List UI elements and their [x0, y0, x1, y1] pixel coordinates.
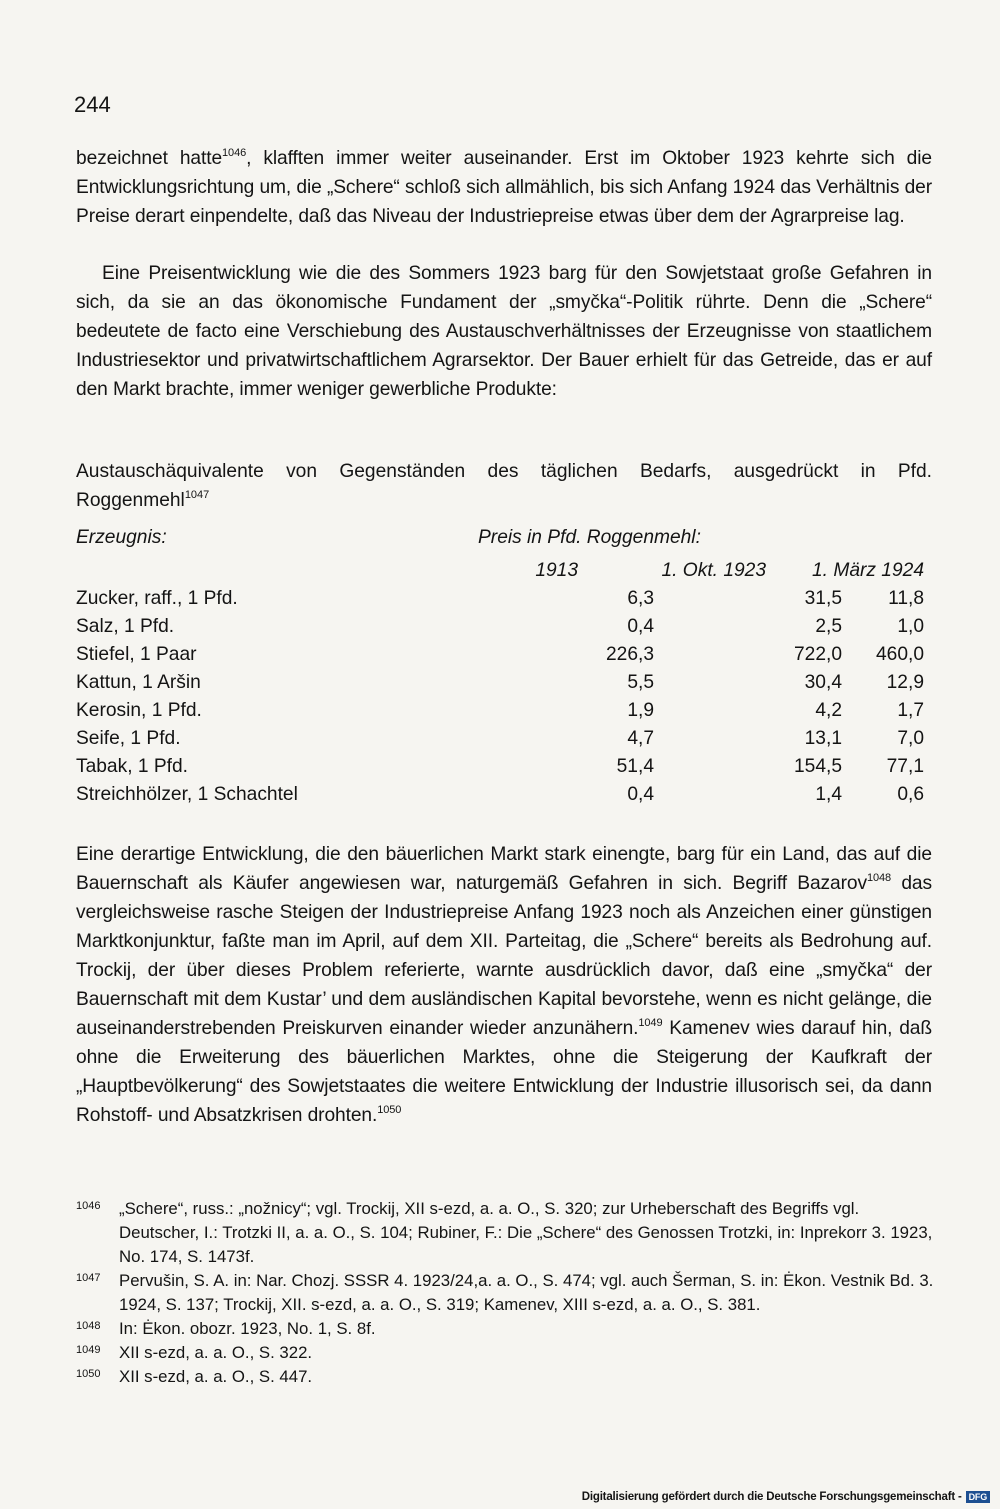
footnote-1048	[76, 1317, 936, 1341]
column-header-item: Erzeugnis:	[76, 527, 167, 548]
footnote-ref-1048[interactable]: 1048	[866, 872, 892, 884]
table-row	[76, 753, 924, 781]
paragraph-1: bezeichnet hatte$^{1046}$, klafften immer weiter auseinander. Erst im Oktober 1923 kehrte sich die Entwicklungsrichtung um, die „Schere“ schloß sich allmählich, bis sich Anfang 1924 das Verhältnis der Preise derart einpendelte, daß das Niveau der Industriepreise etwas über dem der Agrarpreise lag.	[76, 147, 932, 227]
paragraph-2: Eine Preisentwicklung wie die des Sommers 1923 barg für den Sowjetstaat große Gefahren in sich, da sie an das ökonomische Fundament der „smyčka“-Politik rührte. Denn die „Schere“ bedeutete de facto eine Verschiebung des Austauschverhältnisses der Erzeugnisse von staatlichem Industriesektor und privatwirtschaftlichem Agrarsektor. Der Bauer erhielt für das Getreide, das er auf den Markt brachte, immer weniger gewerbliche Produkte:	[76, 263, 932, 400]
footnote-number: 1046	[76, 1200, 101, 1212]
item-name: Zucker, raff., 1 Pfd.	[76, 588, 238, 609]
footnote-text: Pervušin, S. A. in: Nar. Chozj. SSSR 4. 1923/24,a. a. O., S. 474; vgl. auch Šerman, S. in: Ėkon. Vestnik Bd. 3. 1924, S. 137; Trockij, XII. s-ezd, a. a. O., S. 319; Kamenev, XIII s-ezd, a. a. O., S. 381.	[119, 1271, 934, 1314]
value-1913: 226,3	[605, 644, 654, 665]
item-name: Kerosin, 1 Pfd.	[76, 700, 202, 721]
value-maerz-1924: 77,1	[886, 756, 924, 777]
table-row	[76, 781, 924, 809]
table-caption: Austauschäquivalente von Gegenständen des täglichen Bedarfs, ausgedrückt in Pfd. Roggenmehl$^{1047}$	[76, 461, 932, 511]
value-1913: 51,4	[616, 756, 654, 777]
footnote-1049	[76, 1341, 936, 1365]
footnote-text: In: Ėkon. obozr. 1923, No. 1, S. 8f.	[119, 1319, 376, 1338]
item-name: Salz, 1 Pfd.	[76, 616, 175, 637]
footnote-text: „Schere“, russ.: „nožnicy“; vgl. Trockij, XII s-ezd, a. a. O., S. 320; zur Urheberschaft des Begriffs vgl. Deutscher, I.: Trotzki II, a. a. O., S. 104; Rubiner, F.: Die „Schere“ des Genossen Trotzki, in: Inprekorr 3. 1923, No. 174, S. 1473f.	[119, 1199, 933, 1266]
column-group-header: Preis in Pfd. Roggenmehl:	[478, 527, 701, 548]
footnote-1047	[76, 1269, 936, 1317]
column-header-maerz-1924: 1. März 1924	[812, 560, 924, 581]
footnote-number: 1047	[76, 1272, 101, 1284]
table-row	[76, 669, 924, 697]
footer-text: Digitalisierung gefördert durch die Deutsche Forschungsgemeinschaft -	[581, 1491, 962, 1503]
item-name: Streichhölzer, 1 Schachtel	[76, 784, 298, 805]
value-1913: 1,9	[627, 700, 654, 721]
value-maerz-1924: 11,8	[888, 588, 924, 609]
footnotes	[76, 1197, 936, 1389]
footnote-1046	[76, 1197, 936, 1269]
footnote-ref-1049[interactable]: 1049	[638, 1017, 663, 1029]
item-name: Tabak, 1 Pfd.	[76, 756, 188, 777]
footnote-number: 1050	[76, 1368, 101, 1380]
value-1913: 5,5	[627, 672, 654, 693]
value-okt-1923: 31,5	[804, 588, 842, 609]
digitization-footer	[582, 1491, 990, 1503]
footnote-ref-1050[interactable]: 1050	[377, 1104, 402, 1116]
price-table	[76, 585, 924, 809]
value-okt-1923: 154,5	[793, 756, 842, 777]
value-1913: 0,4	[627, 784, 654, 805]
table-row	[76, 641, 924, 669]
table-row	[76, 697, 924, 725]
value-okt-1923: 2,5	[815, 616, 842, 637]
paragraph-3: Eine derartige Entwicklung, die den bäuerlichen Markt stark einengte, barg für ein Land, das auf die Bauernschaft als Käufer angewiesen war, naturgemäß Gefahren in sich. Begriff Bazarov$^{1048}$ das vergleichsweise rasche Steigen der Industriepreise Anfang 1923 noch als Anzeichen einer günstigen Marktkonjunktur, faßte man im April, auf dem XII. Parteitag, die „Schere“ bereits als Bedrohung auf. Trockij, der über dieses Problem referierte, warnte ausdrücklich davor, daß eine „smyčka“ der Bauernschaft mit dem Kustar’ und dem ausländischen Kapital bevorstehe, wenn es nicht gelänge, die auseinanderstrebenden Preiskurven einander wieder anzunähern.$^{1049}$ Kamenev wies darauf hin, daß ohne die Erweiterung des bäuerlichen Marktes, ohne die Steigerung der Kaufkraft der „Hauptbevölkerung“ des Sowjetstaates die weitere Entwicklung der Industrie illusorisch sei, da dann Rohstoff- und Absatzkrisen drohten.$^{1050}$	[76, 844, 932, 1126]
footnote-ref-1046[interactable]: 1046	[222, 147, 247, 159]
page-number: 244	[74, 92, 111, 117]
item-name: Seife, 1 Pfd.	[76, 728, 181, 749]
table-row	[76, 725, 924, 753]
value-maerz-1924: 0,6	[897, 784, 924, 805]
value-maerz-1924: 12,9	[886, 672, 924, 693]
footnote-ref-1047[interactable]: 1047	[184, 489, 210, 501]
column-header-1913: 1913	[535, 560, 578, 581]
footnote-number: 1048	[76, 1320, 101, 1332]
value-maerz-1924: 1,7	[897, 700, 924, 721]
dfg-logo: DFG	[966, 1491, 990, 1503]
value-okt-1923: 30,4	[804, 672, 842, 693]
footnote-number: 1049	[76, 1344, 101, 1356]
value-1913: 6,3	[627, 588, 654, 609]
value-okt-1923: 4,2	[815, 700, 842, 721]
table-row	[76, 613, 924, 641]
value-maerz-1924: 1,0	[897, 616, 924, 637]
value-1913: 4,7	[627, 728, 654, 749]
item-name: Kattun, 1 Aršin	[76, 672, 201, 693]
column-header-okt-1923: 1. Okt. 1923	[661, 560, 766, 581]
value-okt-1923: 722,0	[793, 644, 842, 665]
value-okt-1923: 13,1	[804, 728, 842, 749]
item-name: Stiefel, 1 Paar	[76, 644, 197, 665]
value-okt-1923: 1,4	[815, 784, 842, 805]
value-1913: 0,4	[627, 616, 654, 637]
footnote-text: XII s-ezd, a. a. O., S. 322.	[119, 1343, 313, 1362]
value-maerz-1924: 7,0	[897, 728, 924, 749]
value-maerz-1924: 460,0	[875, 644, 924, 665]
footnote-1050	[76, 1365, 936, 1389]
footnote-text: XII s-ezd, a. a. O., S. 447.	[119, 1367, 313, 1386]
table-row	[76, 585, 924, 613]
